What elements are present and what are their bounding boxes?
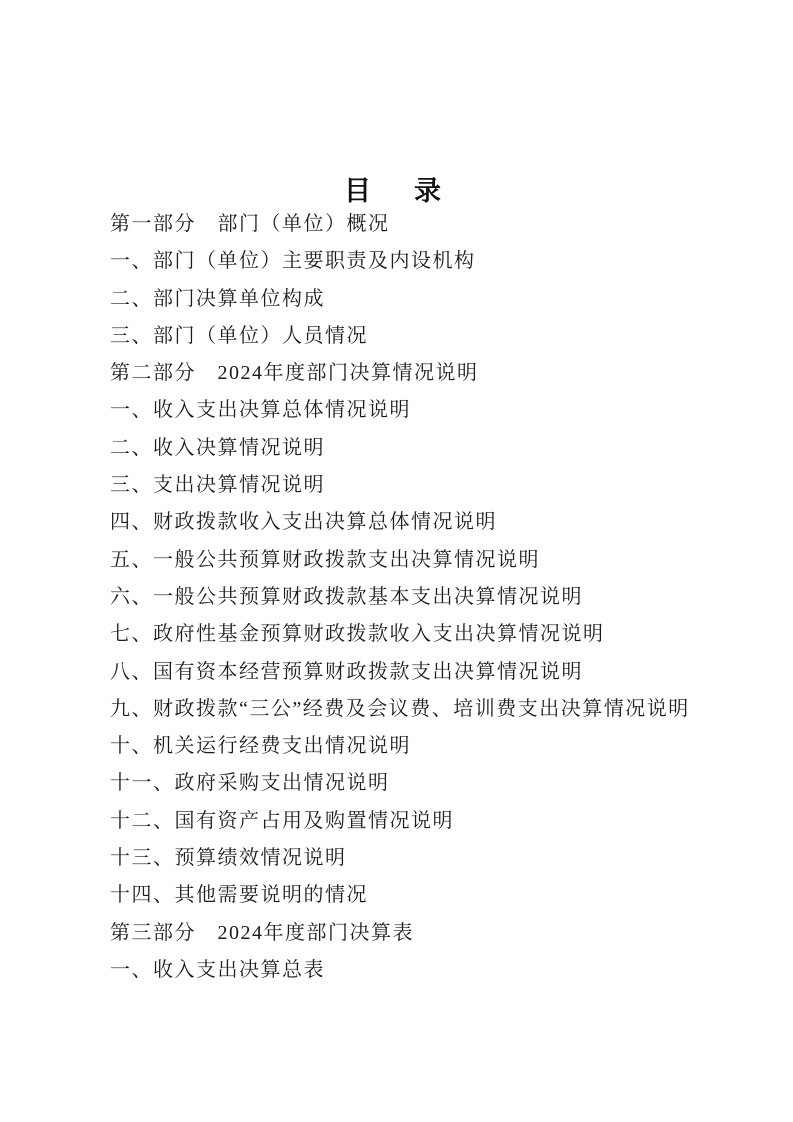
toc-item: 一、收入支出决算总体情况说明 xyxy=(110,399,411,422)
toc-item: 三、部门（单位）人员情况 xyxy=(110,324,368,347)
toc-item: 十四、其他需要说明的情况 xyxy=(110,884,368,907)
toc-item: 四、财政拨款收入支出决算总体情况说明 xyxy=(110,511,497,534)
toc-list xyxy=(110,206,753,989)
toc-item: 五、一般公共预算财政拨款支出决算情况说明 xyxy=(110,548,540,571)
toc-item: 十三、预算绩效情况说明 xyxy=(110,847,347,870)
toc-item: 三、支出决算情况说明 xyxy=(110,474,325,497)
toc-item: 十二、国有资产占用及购置情况说明 xyxy=(110,809,454,832)
page-title: 目 录 xyxy=(344,176,449,206)
toc-item: 六、一般公共预算财政拨款基本支出决算情况说明 xyxy=(110,585,583,608)
toc-item: 二、部门决算单位构成 xyxy=(110,287,325,310)
toc-item: 十一、政府采购支出情况说明 xyxy=(110,772,390,795)
toc-item: 一、收入支出决算总表 xyxy=(110,958,325,981)
toc-item: 二、收入决算情况说明 xyxy=(110,436,325,459)
toc-item: 第二部分 2024年度部门决算情况说明 xyxy=(110,362,479,385)
toc-item: 七、政府性基金预算财政拨款收入支出决算情况说明 xyxy=(110,623,605,646)
toc-item: 十、机关运行经费支出情况说明 xyxy=(110,735,411,758)
toc-item: 八、国有资本经营预算财政拨款支出决算情况说明 xyxy=(110,660,583,683)
toc-item: 九、财政拨款“三公”经费及会议费、培训费支出决算情况说明 xyxy=(110,697,690,720)
toc-item: 第一部分 部门（单位）概况 xyxy=(110,213,390,235)
toc-item: 一、部门（单位）主要职责及内设机构 xyxy=(110,250,476,273)
toc-item: 第三部分 2024年度部门决算表 xyxy=(110,921,414,944)
